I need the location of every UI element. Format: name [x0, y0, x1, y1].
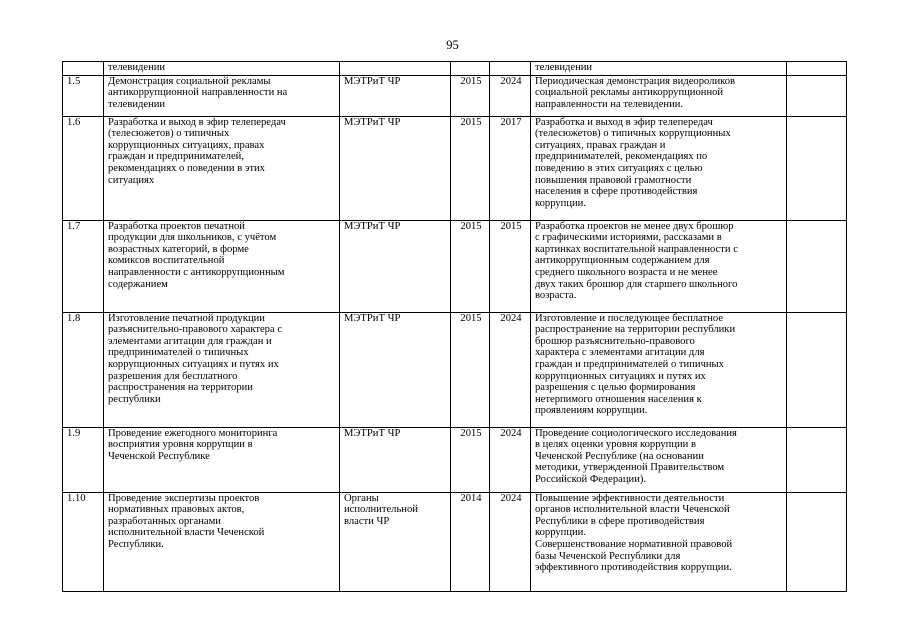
executor: МЭТРиТ ЧР	[340, 427, 451, 492]
executor: МЭТРиТ ЧР	[340, 220, 451, 312]
table-row	[63, 116, 847, 220]
note	[787, 427, 847, 492]
table-row	[63, 312, 847, 427]
row-number: 1.10	[63, 492, 104, 591]
row-number: 1.8	[63, 312, 104, 427]
page-number: 95	[446, 38, 459, 52]
start-year: 2015	[451, 312, 490, 427]
row-number	[63, 62, 104, 76]
table-row	[63, 492, 847, 591]
note	[787, 312, 847, 427]
row-number: 1.7	[63, 220, 104, 312]
row-number: 1.5	[63, 75, 104, 116]
start-year	[451, 62, 490, 76]
end-year	[490, 62, 531, 76]
measure-name: телевидении	[104, 62, 340, 76]
start-year: 2014	[451, 492, 490, 591]
note	[787, 492, 847, 591]
expected-result: Проведение социологического исследования в целях оценки уровня коррупции в Чеченской Республике (на основании методики, утвержденной Правительством Российской Федерации).	[531, 427, 787, 492]
measure-name: Изготовление печатной продукции разъяснительно-правового характера с элементами агитации для граждан и предпринимателей о типичных коррупционных ситуациях и путях их разрешения для бесплатного распространения на территории республики	[104, 312, 340, 427]
end-year: 2024	[490, 492, 531, 591]
note	[787, 62, 847, 76]
table-row	[63, 75, 847, 116]
executor: МЭТРиТ ЧР	[340, 312, 451, 427]
end-year: 2015	[490, 220, 531, 312]
expected-result: Изготовление и последующее бесплатное распространение на территории республики брошюр разъяснительно-правового характера с элементами агитации для граждан и предпринимателей о типичных коррупционных ситуациях и путях их разрешения с целью формирования нетерпимого отношения населения к проявлениям коррупции.	[531, 312, 787, 427]
end-year: 2024	[490, 75, 531, 116]
note	[787, 220, 847, 312]
executor: МЭТРиТ ЧР	[340, 116, 451, 220]
measure-name: Разработка и выход в эфир телепередач (телесюжетов) о типичных коррупционных ситуациях, правах граждан и предпринимателей, рекомендациях о поведении в этих ситуациях	[104, 116, 340, 220]
executor: МЭТРиТ ЧР	[340, 75, 451, 116]
note	[787, 116, 847, 220]
expected-result: Периодическая демонстрация видеороликов социальной рекламы антикоррупционной направленности на телевидении.	[531, 75, 787, 116]
table-row	[63, 62, 847, 76]
row-number: 1.6	[63, 116, 104, 220]
end-year: 2024	[490, 427, 531, 492]
start-year: 2015	[451, 427, 490, 492]
table-row	[63, 427, 847, 492]
start-year: 2015	[451, 116, 490, 220]
table-row	[63, 220, 847, 312]
end-year: 2017	[490, 116, 531, 220]
row-number: 1.9	[63, 427, 104, 492]
executor: Органы исполнительной власти ЧР	[340, 492, 451, 591]
start-year: 2015	[451, 220, 490, 312]
expected-result: Разработка и выход в эфир телепередач (телесюжетов) о типичных коррупционных ситуациях, правах граждан и предпринимателей, рекомендациях по поведению в этих ситуациях с целью повышения правовой грамотности населения в сфере противодействия коррупции.	[531, 116, 787, 220]
end-year: 2024	[490, 312, 531, 427]
executor	[340, 62, 451, 76]
note	[787, 75, 847, 116]
measure-name: Разработка проектов печатной продукции для школьников, с учётом возрастных категорий, в форме комиксов воспитательной направленности с антикоррупционным содержанием	[104, 220, 340, 312]
expected-result: телевидении	[531, 62, 787, 76]
measure-name: Проведение экспертизы проектов нормативных правовых актов, разработанных органами исполнительной власти Чеченской Республики.	[104, 492, 340, 591]
measure-name: Демонстрация социальной рекламы антикоррупционной направленности на телевидении	[104, 75, 340, 116]
expected-result: Разработка проектов не менее двух брошюр с графическими историями, рассказами в картинках воспитательной направленности с антикоррупционным содержанием для среднего школьного возраста и не менее двух таких брошюр для старшего школьного возраста.	[531, 220, 787, 312]
start-year: 2015	[451, 75, 490, 116]
measure-name: Проведение ежегодного мониторинга восприятия уровня коррупции в Чеченской Республике	[104, 427, 340, 492]
expected-result: Повышение эффективности деятельности органов исполнительной власти Чеченской Республики в сфере противодействия коррупции. Совершенствование нормативной правовой базы Чеченской Республики для эффективного противодействия коррупции.	[531, 492, 787, 591]
measures-table	[62, 61, 847, 592]
